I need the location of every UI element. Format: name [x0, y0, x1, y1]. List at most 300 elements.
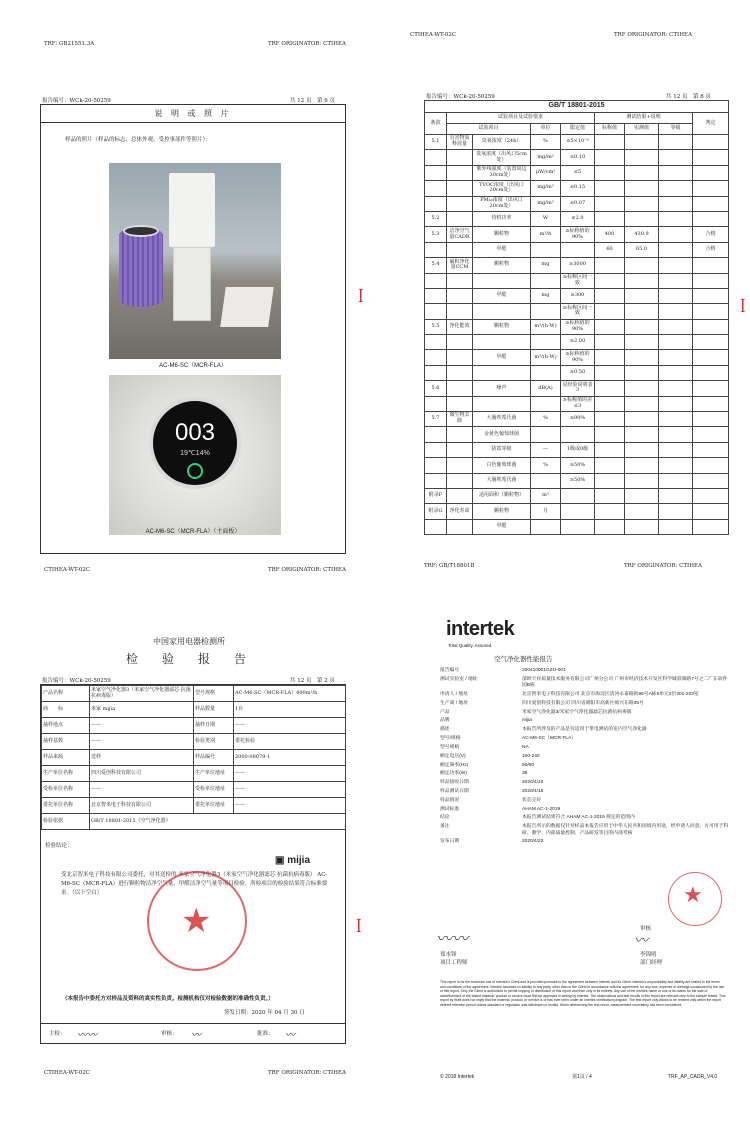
field-label-2: 委托单位地址	[194, 798, 234, 814]
cell-item: 颗粒物	[473, 504, 531, 519]
field-label-2: 样品编号	[194, 750, 234, 766]
cell-limit: ≥300	[561, 288, 595, 303]
head-req-group: 试验项目及试验要求	[447, 113, 595, 124]
cell-nominal	[595, 442, 625, 457]
signer2-title: 审核	[640, 926, 652, 932]
cell-measured	[625, 335, 659, 350]
cell-unit: dB(A)	[531, 381, 561, 396]
cell-item: 臭氧浓度（24h）	[473, 135, 531, 150]
cell-nominal: 60	[595, 242, 625, 257]
brand-logo: ▣ mijia	[275, 855, 311, 866]
cell-item	[473, 335, 531, 350]
field-label: 商 标	[42, 702, 90, 718]
result-row	[425, 319, 729, 334]
field-value-2: ——	[234, 766, 346, 782]
result-row	[425, 381, 729, 396]
trf-originator: TRF ORIGINATOR: CTIHEA	[614, 32, 692, 38]
cell-group	[447, 196, 473, 211]
cell-verdict	[693, 273, 729, 288]
filter-cartridge	[119, 227, 163, 307]
cell-grade	[659, 458, 693, 473]
field-value-2: ——	[234, 718, 346, 734]
cell-item: 防霉等级	[473, 442, 531, 457]
result-row	[425, 211, 729, 226]
cell-clause: 5.6	[425, 381, 447, 396]
cell-limit: 见经验说明表3	[561, 381, 595, 396]
result-row	[425, 396, 729, 411]
report-field	[440, 710, 730, 716]
field-value: 四川爱创科技有限公司	[90, 766, 194, 782]
page-frame	[40, 104, 346, 554]
cell-grade	[659, 504, 693, 519]
cell-verdict	[693, 304, 729, 319]
cell-clause	[425, 427, 447, 442]
field-label: 测试标准	[440, 806, 460, 812]
field-label: 额定电压(V)	[440, 753, 466, 759]
cell-group	[447, 273, 473, 288]
cell-clause	[425, 473, 447, 488]
cell-unit: 月	[531, 504, 561, 519]
cell-unit	[531, 473, 561, 488]
cell-verdict	[693, 427, 729, 442]
cell-measured	[625, 211, 659, 226]
cell-limit: 1级或0级	[561, 442, 595, 457]
cell-group	[447, 304, 473, 319]
head-grade: 等级	[659, 124, 693, 135]
cell-grade	[659, 242, 693, 257]
cell-item	[473, 304, 531, 319]
results-table	[424, 100, 729, 535]
cell-unit: mg/m³	[531, 150, 561, 165]
result-row	[425, 273, 729, 288]
result-row	[425, 150, 729, 165]
cell-verdict	[693, 365, 729, 380]
report-field	[440, 736, 730, 742]
field-label: 样品来源	[42, 750, 90, 766]
chief-signature: 〰︎〰︎	[77, 1030, 97, 1041]
report-field	[440, 824, 730, 836]
footer-right: TRF ORIGINATOR: CTIHEA	[268, 1070, 346, 1076]
seal-edge-mark: ꟾ	[358, 290, 364, 306]
field-value: 北京智米电子科技有限公司	[90, 798, 194, 814]
disclaimer: （本报告中委托方对样品及资料的真实性负责。检测机构仅对检验数据的准确性负责。）	[62, 996, 274, 1002]
field-label: 报告编号	[440, 668, 460, 673]
info-row	[42, 766, 346, 782]
seal-star-icon: ★	[181, 901, 212, 941]
cell-grade	[659, 165, 693, 180]
cell-group	[447, 242, 473, 257]
page-frame	[40, 684, 346, 1024]
page-number: 第1页 / 4	[572, 1074, 592, 1080]
cell-item: 白色葡萄球菌	[473, 458, 531, 473]
cell-group	[447, 165, 473, 180]
cell-measured	[625, 427, 659, 442]
info-row	[42, 798, 346, 814]
field-value: 米家 mijia	[90, 702, 194, 718]
cell-limit: ≤0.10	[561, 150, 595, 165]
signature-row	[40, 1024, 346, 1044]
copyright: © 2018 Intertek	[440, 1074, 475, 1080]
cell-group: 洁净空气量CADR	[447, 227, 473, 242]
result-row	[425, 473, 729, 488]
field-label: 申请人 / 地址	[440, 691, 468, 697]
field-label: 品牌	[440, 718, 450, 724]
cell-measured	[625, 150, 659, 165]
field-value: 米家空气净化器3（米家空气净化器滤芯 抗菌抗病毒版）	[90, 686, 194, 702]
seal-edge-mark: ꟾ	[356, 920, 362, 936]
cell-grade	[659, 335, 693, 350]
cell-measured	[625, 258, 659, 273]
cell-item: 大肠埃希氏菌	[473, 473, 531, 488]
cell-unit: mg/m³	[531, 181, 561, 196]
cell-nominal	[595, 211, 625, 226]
report-field	[440, 754, 730, 760]
report-field	[440, 718, 730, 724]
report-field	[440, 780, 730, 786]
field-value: AC-M6-SC（MCR-FLA）	[522, 736, 577, 742]
cell-group	[447, 335, 473, 350]
cell-item: 甲醛	[473, 288, 531, 303]
cell-nominal	[595, 304, 625, 319]
cell-unit	[531, 335, 561, 350]
report-title: 空气净化器性能报告	[494, 656, 553, 663]
cell-group	[447, 458, 473, 473]
cell-unit: m³/(h·W)	[531, 350, 561, 365]
cell-clause	[425, 350, 447, 365]
filter-top	[123, 225, 159, 237]
result-row	[425, 350, 729, 365]
cell-measured	[625, 381, 659, 396]
purifier-body	[169, 173, 215, 247]
cell-measured	[625, 181, 659, 196]
intertek-tagline: Total Quality. Assured.	[448, 643, 493, 648]
cell-unit	[531, 242, 561, 257]
cell-verdict	[693, 258, 729, 273]
cell-measured	[625, 442, 659, 457]
cell-limit: ≥标称值的90%	[561, 350, 595, 365]
field-label: 型号规格	[440, 744, 460, 750]
cell-unit	[531, 427, 561, 442]
result-row	[425, 488, 729, 503]
display-photo	[109, 375, 281, 535]
cell-group	[447, 211, 473, 226]
cell-nominal	[595, 150, 625, 165]
report-field	[440, 789, 730, 795]
temp-humidity-readout: 19℃14%	[180, 450, 210, 457]
cell-limit: ≤5	[561, 165, 595, 180]
info-table	[41, 685, 346, 830]
signer1-role: 项目工程师	[440, 960, 468, 966]
field-label-2: 检验类别	[194, 734, 234, 750]
field-label-2: 抽样日期	[194, 718, 234, 734]
cell-grade	[659, 519, 693, 534]
cell-limit	[561, 427, 595, 442]
result-row	[425, 458, 729, 473]
field-value: ——	[90, 782, 194, 798]
cell-clause	[425, 273, 447, 288]
cell-grade	[659, 304, 693, 319]
cell-clause	[425, 242, 447, 257]
field-value: 本报告所示的数据仅针对样品本报告应用于中华人民共和国境内用途，经申请人同意，方可用于科研、教学、内部质量控制、产品研发等目的内部考核	[522, 824, 729, 836]
field-label: 生产单位名称	[42, 766, 90, 782]
result-row	[425, 196, 729, 211]
cell-group: 净化能效	[447, 319, 473, 334]
field-value: 100-240	[522, 753, 540, 759]
manager-signature: 〰︎	[634, 932, 648, 948]
report-field	[440, 677, 730, 689]
cell-limit: ≥标称值的90%	[561, 319, 595, 334]
cell-group: 微生物去除	[447, 412, 473, 427]
cell-unit	[531, 273, 561, 288]
info-row	[42, 718, 346, 734]
cell-limit	[561, 242, 595, 257]
cell-nominal	[595, 165, 625, 180]
cell-grade	[659, 412, 693, 427]
reviewer-label: 审核：	[161, 1031, 178, 1037]
cell-measured	[625, 196, 659, 211]
cell-verdict	[693, 350, 729, 365]
legal-fine-print: This report is for the exclusive use of Intertek's Client and is provided pursuant to the agreement between Intertek and its Client. Intertek's responsibility and liability are limited to the terms and conditions of the agreement. Intertek assumes no liability to any party, other than to the Client in accordance with the agreement, for any loss, expense or damage occasioned by the use of this report. Only the Client is authorized to permit copying or distribution of this report and then only in its entirety. Any use of the Intertek name or one of its marks for the sale or advertisement of the tested material, product or service must first be approved in writing by Intertek. The observations and test results in this report are relevant only to the sample tested. This report by itself does not imply that the material, product, or service is or has ever been under an Intertek certification program. The test report only allows to be revised only within the report defined retention period unless standard or regulation was withdrawn or invalid. When determining the test result, measurement uncertainty has been considered.	[440, 980, 726, 1007]
result-row	[425, 135, 729, 150]
head-limit: 限定值	[561, 124, 595, 135]
info-row	[42, 750, 346, 766]
cell-clause	[425, 165, 447, 180]
cell-group	[447, 181, 473, 196]
cell-measured	[625, 365, 659, 380]
cell-clause: 5.7	[425, 412, 447, 427]
page-info: 共 12 页 第 2 页	[290, 678, 335, 684]
field-value: ——	[90, 734, 194, 750]
report-number: 报告编号：WCk-20-50259	[42, 678, 111, 684]
report-field	[440, 771, 730, 777]
cell-verdict	[693, 488, 729, 503]
cell-verdict	[693, 335, 729, 350]
pm-readout: 003	[174, 419, 216, 446]
form-code: TRF_AP_CADR_V4.0	[668, 1074, 718, 1080]
result-row	[425, 504, 729, 519]
cell-item: 大肠埃希氏菌	[473, 412, 531, 427]
cell-clause	[425, 288, 447, 303]
cell-limit: ≥标称值的90%	[561, 227, 595, 242]
cell-group	[447, 427, 473, 442]
org-name: 中国家用电器检测所	[153, 637, 225, 646]
field-value: mijia	[522, 718, 532, 724]
cell-clause: 5.2	[425, 211, 447, 226]
cell-nominal	[595, 412, 625, 427]
page-info: 共 12 页 第 8 页	[666, 94, 711, 100]
cell-unit	[531, 304, 561, 319]
field-value: ——	[90, 718, 194, 734]
cell-nominal	[595, 196, 625, 211]
field-label-2: 型号规格	[194, 686, 234, 702]
info-row	[42, 814, 346, 830]
cell-clause	[425, 150, 447, 165]
cell-grade	[659, 211, 693, 226]
result-row	[425, 304, 729, 319]
cell-group	[447, 488, 473, 503]
cell-unit: —	[531, 442, 561, 457]
info-row	[42, 702, 346, 718]
info-row	[42, 734, 346, 750]
result-row	[425, 427, 729, 442]
cell-measured	[625, 288, 659, 303]
cell-unit	[531, 365, 561, 380]
cell-nominal	[595, 427, 625, 442]
cell-nominal	[595, 473, 625, 488]
cell-grade	[659, 350, 693, 365]
head-clause: 条款	[425, 113, 447, 135]
display-panel	[149, 397, 241, 489]
cell-grade	[659, 258, 693, 273]
cell-clause: 5.3	[425, 227, 447, 242]
field-label: 额定频率(Hz)	[440, 762, 469, 768]
field-label: 测试实验室 / 地址	[440, 676, 478, 682]
cell-group: 累积净化量CCM	[447, 258, 473, 273]
cell-verdict	[693, 181, 729, 196]
report-field	[440, 668, 730, 674]
field-label: 样品接收日期	[440, 780, 469, 786]
approver-label: 批准：	[257, 1031, 274, 1037]
cell-nominal	[595, 135, 625, 150]
trf-originator: TRF ORIGINATOR: CTIHEA	[268, 41, 346, 47]
result-row	[425, 227, 729, 242]
status-ring-icon	[187, 463, 203, 479]
cell-item: 金黄色葡萄球菌	[473, 427, 531, 442]
cell-grade	[659, 442, 693, 457]
field-label: 委托单位名称	[42, 798, 90, 814]
field-value-2: ——	[234, 798, 346, 814]
field-value: 送样	[90, 750, 194, 766]
conclusion-text: 受北京智米电子科技有限公司委托，对其送检的 米家空气净化器3（米家空气净化器滤芯 抗菌抗病毒版） AC-M6-SC（MCR-FLA）进行颗粒物洁净空气量、甲醛洁净空气量等项目检验。所检项目的检验结果符合标准要求。（以下空白）	[61, 872, 328, 896]
signer1-name: 郑本锋	[440, 952, 457, 958]
field-value: 米家空气净化器3/米家空气净化器滤芯抗菌抗病毒版	[522, 709, 632, 715]
cell-clause	[425, 365, 447, 380]
cell-limit: ≥标称值的差≤3	[561, 396, 595, 411]
cell-measured	[625, 273, 659, 288]
cell-grade	[659, 427, 693, 442]
cell-verdict	[693, 381, 729, 396]
field-value: 北京智米电子科技有限公司 北京市海淀区清河永泰路街95号A栋6单元2层201-203室	[522, 691, 699, 697]
cell-item	[473, 365, 531, 380]
cell-nominal	[595, 288, 625, 303]
cell-clause	[425, 196, 447, 211]
cell-grade	[659, 227, 693, 242]
cell-verdict	[693, 473, 729, 488]
field-value: 本报告所涉及的产品是仅适用于带电测试的室内空气净化器	[522, 727, 647, 733]
cell-group	[447, 396, 473, 411]
conclusion-label: 检验结论：	[45, 843, 73, 849]
cell-clause: 5.1	[425, 135, 447, 150]
field-label: 样品测试日期	[440, 789, 469, 794]
cell-clause	[425, 442, 447, 457]
intertek-report-page	[378, 590, 750, 1141]
cell-item: 紫外线强度（装置周边30cm处）	[473, 165, 531, 180]
field-label: 产品名称	[42, 686, 90, 702]
cell-nominal	[595, 273, 625, 288]
report-page-results	[378, 0, 750, 580]
cell-group	[447, 381, 473, 396]
info-row	[42, 686, 346, 702]
photo-intro: 样品的照片（样品的标志、总体外观、受控事部件等照片）：	[65, 137, 211, 143]
field-label: 检验依据	[42, 814, 90, 830]
section-title: 说 明 或 照 片	[41, 105, 345, 123]
cell-clause	[425, 458, 447, 473]
cell-unit: %	[531, 135, 561, 150]
standard-title: GB/T 18801-2015	[425, 101, 729, 113]
field-value-2: 委托检验	[234, 734, 346, 750]
report-field	[440, 815, 730, 821]
cell-item	[473, 273, 531, 288]
result-row	[425, 442, 729, 457]
cell-item: 适用面积（颗粒物）	[473, 488, 531, 503]
field-value: 本报告测试结果符合 AHAM AC-1-2019 规定的范围内	[522, 815, 635, 821]
photo-caption-1: AC-M6-SC（MCR-FLA）	[159, 363, 227, 369]
cell-unit	[531, 519, 561, 534]
head-unit: 单位	[531, 124, 561, 135]
cell-item: 噪声	[473, 381, 531, 396]
cell-verdict	[693, 519, 729, 534]
cell-verdict	[693, 396, 729, 411]
cell-limit: ≤0.15	[561, 181, 595, 196]
cell-group	[447, 442, 473, 457]
cell-measured	[625, 488, 659, 503]
result-row	[425, 242, 729, 257]
cell-nominal: 400	[595, 227, 625, 242]
field-label: 描述	[440, 727, 450, 733]
issue-date: 签发日期：2020 年 04 月 30 日	[224, 1010, 305, 1016]
cell-measured	[625, 350, 659, 365]
report-fields	[440, 668, 730, 848]
seal-edge-mark: ꟾ	[740, 300, 746, 316]
cell-clause: 附录G	[425, 504, 447, 519]
result-row	[425, 519, 729, 534]
cell-group	[447, 150, 473, 165]
cell-unit: %	[531, 458, 561, 473]
footer-left: CTIHEA-WT-02C	[44, 1070, 91, 1076]
cell-nominal	[595, 458, 625, 473]
cell-grade	[659, 319, 693, 334]
result-row	[425, 258, 729, 273]
field-label: 产品	[440, 709, 450, 715]
cell-item: 颗粒物	[473, 319, 531, 334]
cell-verdict	[693, 319, 729, 334]
result-row	[425, 365, 729, 380]
cell-verdict	[693, 135, 729, 150]
trf-code: CTIHEA-WT-02C	[410, 32, 457, 38]
cell-verdict: 合格	[693, 242, 729, 257]
field-value-2: AC-M6-SC（MCR-FLA）400m³/h	[234, 686, 346, 702]
cell-unit: mg	[531, 288, 561, 303]
cell-measured	[625, 473, 659, 488]
cell-grade	[659, 181, 693, 196]
field-label: 受检单位名称	[42, 782, 90, 798]
footer-right: TRF ORIGINATOR: CTIHEA	[268, 567, 346, 573]
cell-verdict	[693, 288, 729, 303]
cell-item: 甲醛	[473, 519, 531, 534]
field-value-2: 1台	[234, 702, 346, 718]
cell-clause: 附录F	[425, 488, 447, 503]
cell-limit: ≤2.0	[561, 211, 595, 226]
report-number: 报告编号：WCk-20-50259	[42, 98, 111, 104]
cell-verdict	[693, 211, 729, 226]
cell-verdict	[693, 442, 729, 457]
cell-verdict	[693, 412, 729, 427]
cell-unit: mg/m³	[531, 196, 561, 211]
cell-item: 待机功率	[473, 211, 531, 226]
field-value: 200410001GZU-001	[522, 668, 566, 673]
result-row	[425, 412, 729, 427]
cell-measured: 65.0	[625, 242, 659, 257]
